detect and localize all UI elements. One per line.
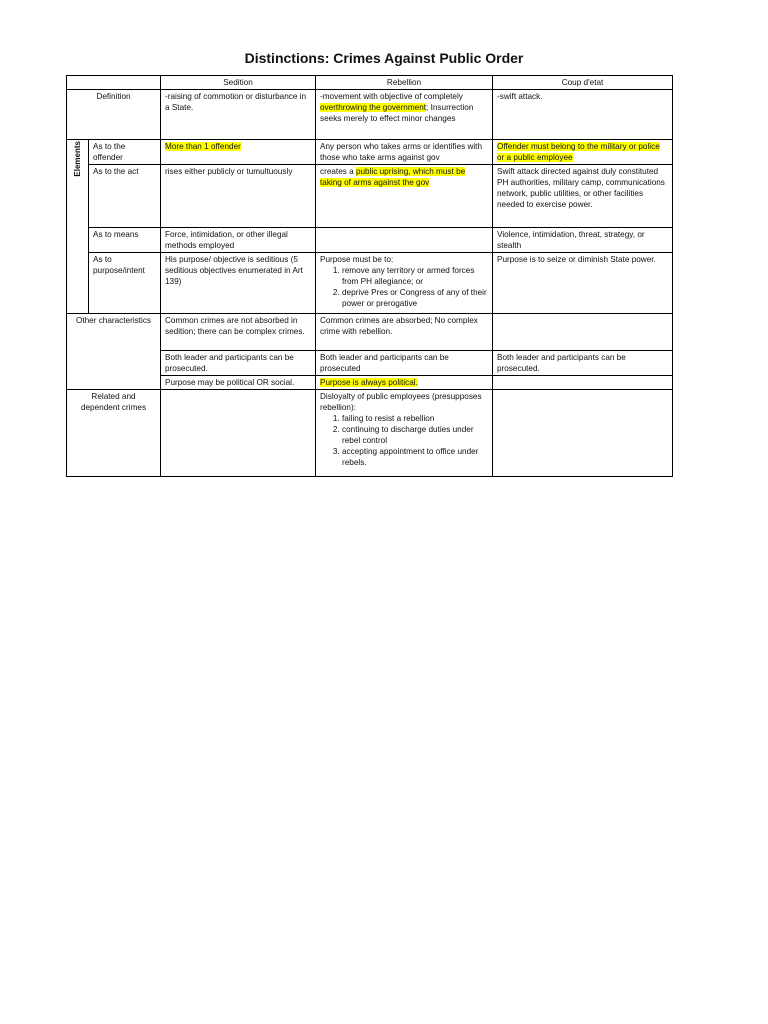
purpose-rebellion xyxy=(316,253,493,314)
header-corner-cell xyxy=(67,76,161,90)
act-rebellion-highlight: public uprising, which must be taking of arms against the gov xyxy=(320,167,466,187)
definition-sedition: -raising of commotion or disturbance in a State. xyxy=(161,90,316,140)
other-rebellion-3-highlight: Purpose is always political. xyxy=(320,378,418,387)
purpose-row xyxy=(67,253,673,314)
related-sedition xyxy=(161,390,316,477)
offender-row xyxy=(67,140,673,165)
means-coup: Violence, intimidation, threat, strategy, or stealth xyxy=(493,228,673,253)
purpose-label: As to purpose/intent xyxy=(89,253,161,314)
other-rebellion-3 xyxy=(316,376,493,390)
definition-label: Definition xyxy=(67,90,161,140)
other-sedition-1: Common crimes are not absorbed in sedition; there can be complex crimes. xyxy=(161,314,316,351)
list-item: 1. failing to resist a rebellion xyxy=(342,413,488,424)
definition-rebellion-text-end: ; Insurrection seeks merely to effect minor changes xyxy=(320,103,474,123)
definition-coup: -swift attack. xyxy=(493,90,673,140)
means-row xyxy=(67,228,673,253)
offender-rebellion: Any person who takes arms or identifies with those who take arms against gov xyxy=(316,140,493,165)
related-rebellion-intro: Disloyalty of public employees (presupposes rebellion): xyxy=(320,392,482,412)
other-sedition-3: Purpose may be political OR social. xyxy=(161,376,316,390)
list-item: 2. continuing to discharge duties under rebel control xyxy=(342,424,488,446)
related-coup xyxy=(493,390,673,477)
purpose-rebellion-list xyxy=(320,265,488,309)
list-item: 2. deprive Pres or Congress of any of their power or prerogative xyxy=(342,287,488,309)
offender-sedition-highlight: More than 1 offender xyxy=(165,142,241,151)
list-item: 1. remove any territory or armed forces from PH allegiance; or xyxy=(342,265,488,287)
other-row-1 xyxy=(67,314,673,351)
offender-coup-highlight: Offender must belong to the military or police or a public employee xyxy=(497,142,660,162)
other-coup-1 xyxy=(493,314,673,351)
other-rebellion-1: Common crimes are absorbed; No complex crime with rebellion. xyxy=(316,314,493,351)
offender-sedition xyxy=(161,140,316,165)
purpose-coup: Purpose is to seize or diminish State power. xyxy=(493,253,673,314)
act-coup: Swift attack directed against duly constituted PH authorities, military camp, communications network, public utilities, or other facilities needed to exercise power. xyxy=(493,165,673,228)
means-sedition: Force, intimidation, or other illegal methods employed xyxy=(161,228,316,253)
act-label: As to the act xyxy=(89,165,161,228)
definition-rebellion xyxy=(316,90,493,140)
definition-row xyxy=(67,90,673,140)
related-row xyxy=(67,390,673,477)
related-rebellion-list xyxy=(320,413,488,468)
distinctions-table xyxy=(66,75,673,477)
header-row xyxy=(67,76,673,90)
elements-group-label xyxy=(67,140,89,314)
purpose-sedition: His purpose/ objective is seditious (5 seditious objectives enumerated in Art 139) xyxy=(161,253,316,314)
other-coup-2: Both leader and participants can be prosecuted. xyxy=(493,351,673,376)
header-coup: Coup d'etat xyxy=(493,76,673,90)
related-rebellion xyxy=(316,390,493,477)
list-item: 3. accepting appointment to office under rebels. xyxy=(342,446,488,468)
act-sedition: rises either publicly or tumultuously xyxy=(161,165,316,228)
means-rebellion xyxy=(316,228,493,253)
definition-rebellion-text: -movement with objective of completely xyxy=(320,92,463,101)
elements-label-text: Elements xyxy=(73,141,82,177)
header-sedition: Sedition xyxy=(161,76,316,90)
act-row xyxy=(67,165,673,228)
other-sedition-2: Both leader and participants can be prosecuted. xyxy=(161,351,316,376)
offender-label: As to the offender xyxy=(89,140,161,165)
other-label: Other characteristics xyxy=(67,314,161,390)
page-title: Distinctions: Crimes Against Public Order xyxy=(244,50,524,66)
means-label: As to means xyxy=(89,228,161,253)
related-label: Related and dependent crimes xyxy=(67,390,161,477)
purpose-rebellion-intro: Purpose must be to: xyxy=(320,255,394,264)
definition-rebellion-highlight: overthrowing the government xyxy=(320,103,427,112)
other-coup-3 xyxy=(493,376,673,390)
other-rebellion-2: Both leader and participants can be prosecuted xyxy=(316,351,493,376)
offender-coup xyxy=(493,140,673,165)
act-rebellion xyxy=(316,165,493,228)
header-rebellion: Rebellion xyxy=(316,76,493,90)
act-rebellion-text: creates a xyxy=(320,167,356,176)
